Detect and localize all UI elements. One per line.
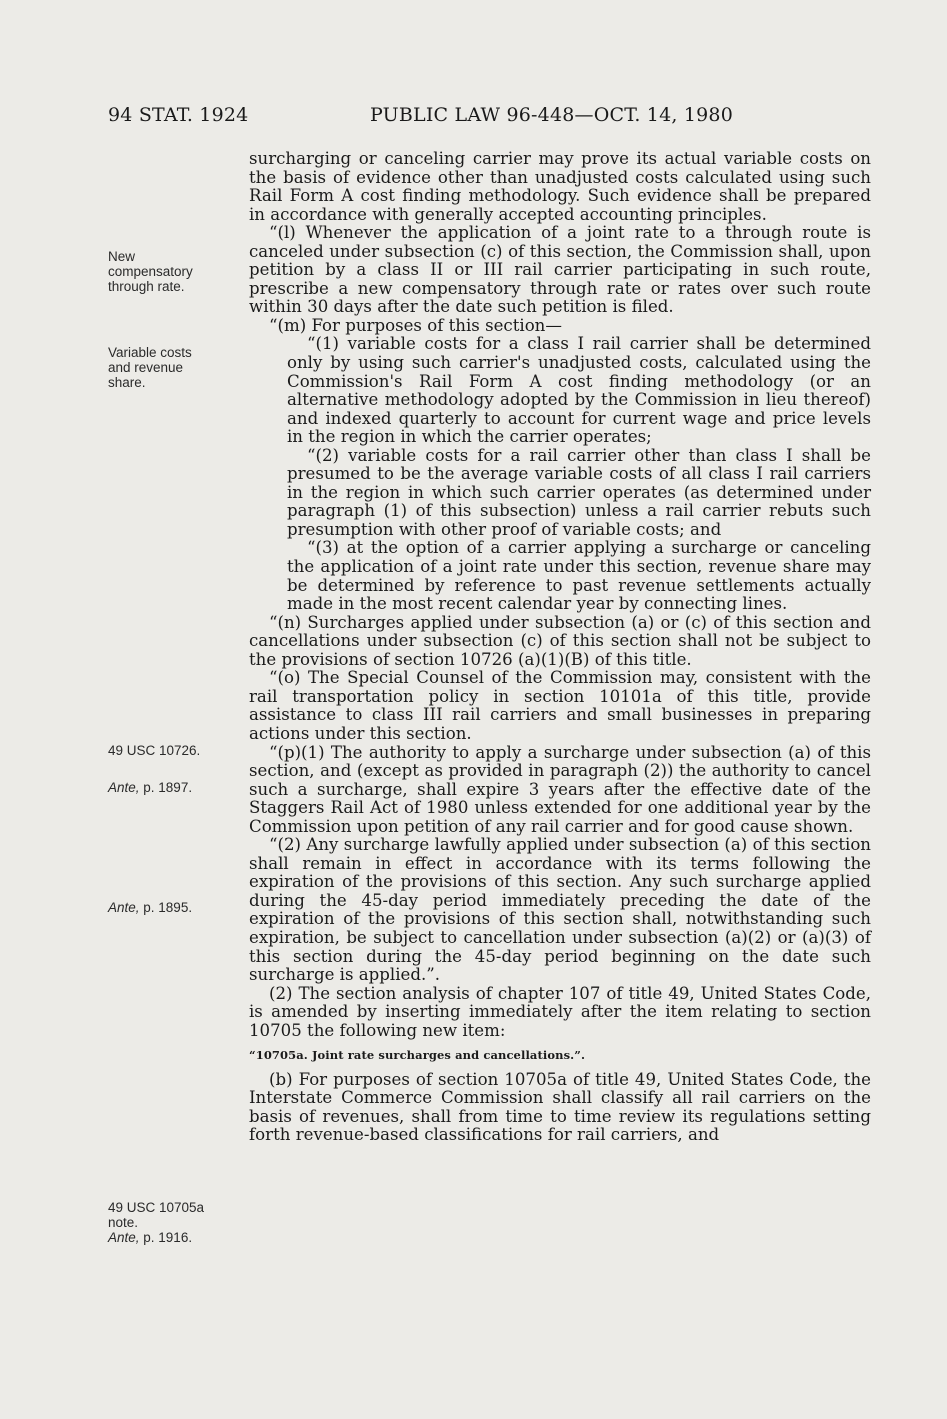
ante-page: p. 1895.	[139, 900, 193, 915]
margin-note-ante-1916	[108, 1230, 228, 1245]
ante-italic: Ante,	[108, 900, 140, 915]
margin-note-variable-costs: Variable costs and revenue share.	[108, 345, 192, 390]
paragraph-m-2: “(2) variable costs for a rail carrier other than class I shall be presumed to be the average variable costs of all class I rail carriers in the region in which such carrier operates (as determined under paragraph (1) of this subsection) unless a rail carrier rebuts such presumption with other proof of variable costs; and	[287, 445, 871, 539]
paragraph: surcharging or canceling carrier may prove its actual variable costs on the basis of evidence other than unadjusted costs calculated using such Rail Form A cost finding methodology. Such evidence shall be prepared in accordance with generally accepted accounting principles.	[249, 149, 871, 224]
paragraph-p-1: “(p)(1) The authority to apply a surcharge under subsection (a) of this section, and (except as provided in paragraph (2)) the authority to cancel such a surcharge, shall expire 3 years after the effective date of the Staggers Rail Act of 1980 unless extended for one additional year by the Commission upon petition of any rail carrier and for good cause shown.	[249, 742, 871, 836]
paragraph-p-2: “(2) Any surcharge lawfully applied under subsection (a) of this section shall remain in effect in accordance with its terms following the expiration of the provisions of this section. Any such surcharge applied during the 45-day period immediately preceding the date of the expiration of the provisions of this section shall, notwithstanding such expiration, be subject to cancellation under subsection (a)(2) or (a)(3) of this section during the 45-day period beginning on the date such surcharge is applied.”.	[249, 835, 871, 985]
margin-note-49-usc-10726: 49 USC 10726.	[108, 743, 201, 758]
paragraph-m-1: “(1) variable costs for a class I rail carrier shall be determined only by using such carrier's unadjusted costs, calculated using the Commission's Rail Form A cost finding methodology (or an alternative methodology adopted by the Commission in lieu thereof) and indexed quarterly to account for current wage and price levels in the region in which the carrier operates;	[287, 334, 871, 447]
page-title: PUBLIC LAW 96-448—OCT. 14, 1980	[370, 104, 734, 126]
paragraph-m: “(m) For purposes of this section—	[269, 315, 562, 335]
paragraph-m-3: “(3) at the option of a carrier applying a surcharge or canceling the application of a joint rate under this section, revenue share may be determined by reference to past revenue settlements actually made in the most recent calendar year by connecting lines.	[287, 538, 871, 614]
paragraph-o: “(o) The Special Counsel of the Commission may, consistent with the rail transportation policy in section 10101a of this title, provide assistance to class III rail carriers and small businesses in preparing actions under this section.	[249, 668, 871, 743]
new-item-line: “10705a. Joint rate surcharges and cancellations.”.	[249, 1048, 586, 1063]
margin-note-ante-1897	[108, 780, 228, 795]
ante-page: p. 1897.	[139, 780, 193, 795]
ante-italic: Ante,	[108, 1230, 140, 1245]
paragraph-n: “(n) Surcharges applied under subsection (a) or (c) of this section and cancellations under subsection (c) of this section shall not be subject to the provisions of section 10726 (a)(1)(B) of this title.	[249, 612, 871, 669]
paragraph-l: “(l) Whenever the application of a joint rate to a through route is canceled under subsection (c) of this section, the Commission shall, upon petition by a class II or III rail carrier participating in such route, prescribe a new compensatory through rate or rates over such route within 30 days after the date such petition is filed.	[249, 223, 871, 317]
paragraph-b: (b) For purposes of section 10705a of title 49, United States Code, the Interstate Commerce Commission shall classify all rail carriers on the basis of revenues, shall from time to time review its regulations setting forth revenue-based classifications for rail carriers, and	[249, 1069, 871, 1145]
margin-note-49-usc-10705a: 49 USC 10705a note.	[108, 1200, 205, 1230]
margin-note-ante-1895	[108, 900, 228, 915]
margin-note-new-compensatory: New compensatory through rate.	[108, 249, 193, 294]
page-citation: 94 STAT. 1924	[108, 104, 249, 126]
paragraph-2: (2) The section analysis of chapter 107 of title 49, United States Code, is amended by inserting immediately after the item relating to section 10705 the following new item:	[249, 983, 871, 1040]
statute-body	[249, 150, 871, 1145]
ante-italic: Ante,	[108, 780, 140, 795]
ante-page: p. 1916.	[139, 1230, 193, 1245]
